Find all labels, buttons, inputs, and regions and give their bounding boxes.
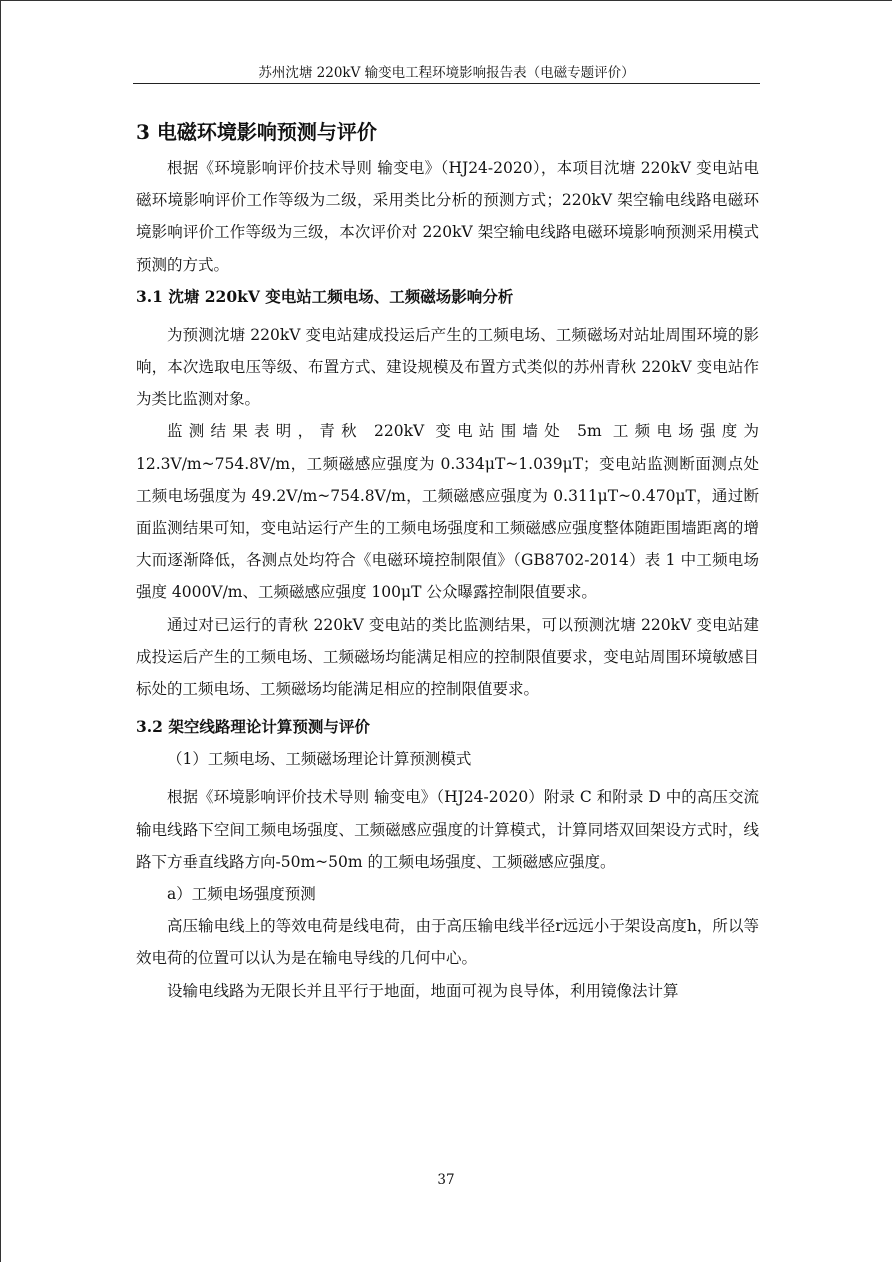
- section-3-2-subheading-a: a）工频电场强度预测: [167, 885, 316, 904]
- section-3-1-paragraph-3: 通过对已运行的青秋 220kV 变电站的类比监测结果，可以预测沈塘 220kV 变电站建成投运后产生的工频电场、工频磁场均能满足相应的控制限值要求，变电站周围环境敏感目标处的工频电场、工频磁场均能满足相应的控制限值要求。: [136, 615, 759, 699]
- section-3-2-paragraph-1: 根据《环境影响评价技术导则 输变电》（HJ24-2020）附录 C 和附录 D 中的高压交流输电线路下空间工频电场强度、工频磁感应强度的计算模式，计算同塔双回架设方式时，线路下方垂直线路方向-50m~50m 的工频电场强度、工频磁感应强度。: [136, 788, 759, 871]
- page-number: 37: [437, 1172, 455, 1188]
- running-header: 苏州沈塘 220kV 输变电工程环境影响报告表（电磁专题评价）: [133, 64, 760, 84]
- section-3-heading: 3 电磁环境影响预测与评价: [136, 120, 377, 144]
- section-3-intro-paragraph: 根据《环境影响评价技术导则 输变电》（HJ24-2020），本项目沈塘 220kV 变电站电磁环境影响评价工作等级为二级，采用类比分析的预测方式；220kV 架空输电线路电磁环境影响评价工作等级为三级，本次评价对 220kV 架空输电线路电磁环境影响预测采用模式预测的方式。: [136, 159, 759, 274]
- section-3-2-paragraph-3: 设输电线路为无限长并且平行于地面，地面可视为良导体，利用镜像法计算: [167, 981, 679, 1000]
- section-3-2-heading: 3.2 架空线路理论计算预测与评价: [136, 717, 370, 737]
- section-3-1-paragraph-1: 为预测沈塘 220kV 变电站建成投运后产生的工频电场、工频磁场对站址周围环境的影响，本次选取电压等级、布置方式、建设规模及布置方式类似的苏州青秋 220kV 变电站作为类比监测对象。: [136, 325, 759, 409]
- section-3-2-paragraph-2: 高压输电线上的等效电荷是线电荷，由于高压输电线半径r远远小于架设高度h，所以等效电荷的位置可以认为是在输电导线的几何中心。: [136, 917, 759, 968]
- section-3-1-heading: 3.1 沈塘 220kV 变电站工频电场、工频磁场影响分析: [136, 286, 514, 306]
- section-3-2-subheading-1: （1）工频电场、工频磁场理论计算预测模式: [167, 750, 472, 769]
- section-3-1-paragraph-2: 监测结果表明，青秋 220kV 变电站围墙处 5m 工频电场强度为 12.3V/m~754.8V/m，工频磁感应强度为 0.334μT~1.039μT；变电站监测断面测点处工频电场强度为 49.2V/m~754.8V/m，工频磁感应强度为 0.311μT~0.470μT，通过断面监测结果可知，变电站运行产生的工频电场强度和工频磁感应强度整体随距围墙距离的增大而逐渐降低，各测点处均符合《电磁环境控制限值》（GB8702-2014）表 1 中工频电场强度 4000V/m、工频磁感应强度 100μT 公众曝露控制限值要求。: [136, 422, 759, 602]
- document-body: [136, 116, 759, 1007]
